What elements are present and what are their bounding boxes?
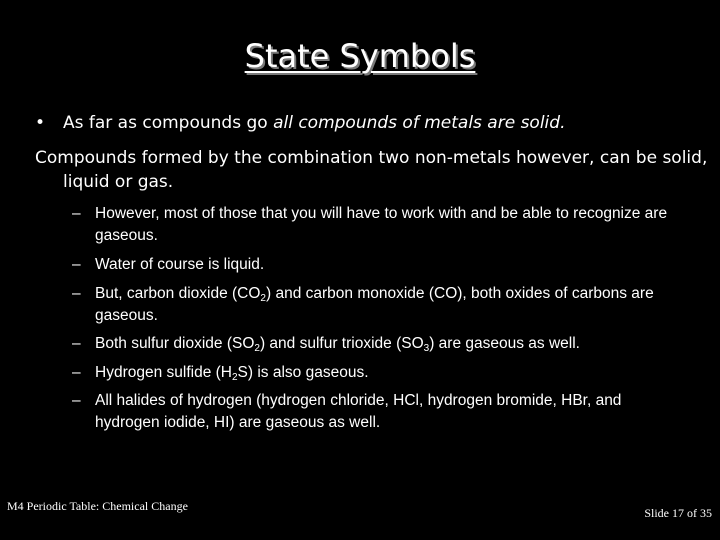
- sub-item-water: [72, 254, 682, 276]
- sub-item-text: [95, 283, 682, 327]
- sub-item-carbon-oxides: [72, 283, 682, 327]
- bullet-text-italic: all compounds of metals are solid.: [273, 113, 566, 133]
- sub-item-hydrogen-sulfide: [72, 362, 682, 384]
- sub-item-text: All halides of hydrogen (hydrogen chloride, HCl, hydrogen bromide, HBr, and hydrogen iodide, HI) are gaseous as well.: [95, 392, 622, 431]
- footer-course-title: M4 Periodic Table: Chemical Change: [7, 499, 188, 513]
- bullet-text: As far as compounds go: [63, 113, 274, 133]
- subscript: 2: [260, 293, 266, 304]
- footer-slide-number: Slide 17 of 35: [644, 506, 712, 520]
- dash-marker: –: [72, 256, 81, 273]
- dash-marker: –: [72, 392, 81, 409]
- sub-item-gaseous: [72, 203, 682, 247]
- text-part: Both sulfur dioxide (SO: [95, 335, 255, 352]
- dash-marker: –: [72, 364, 81, 381]
- text-part: ) are gaseous as well.: [429, 335, 580, 352]
- sub-item-text: [95, 362, 682, 384]
- sub-item-sulfur-oxides: [72, 333, 682, 355]
- subscript: 3: [423, 343, 430, 354]
- bullet-item-metals: [35, 111, 695, 135]
- paragraph-non-metals: Compounds formed by the combination two non-metals however, can be solid, liquid or gas.: [35, 148, 708, 192]
- text-part: S) is also gaseous.: [237, 364, 369, 381]
- text-part: Hydrogen sulfide (H: [95, 364, 232, 381]
- slide-title: State Symbols: [244, 37, 476, 75]
- sub-item-text: [95, 333, 682, 355]
- text-part: ) and carbon monoxide (CO), both oxides of carbons are gaseous.: [95, 285, 654, 324]
- text-part: But, carbon dioxide (CO: [95, 285, 261, 302]
- bullet-marker: •: [35, 113, 46, 133]
- sub-item-text: However, most of those that you will have to work with and be able to recognize are gaseous.: [95, 205, 668, 244]
- sub-item-text: Water of course is liquid.: [95, 256, 265, 273]
- subscript: 2: [254, 343, 260, 354]
- dash-marker: –: [72, 335, 81, 352]
- subscript: 2: [231, 372, 238, 383]
- dash-marker: –: [72, 205, 81, 222]
- text-part: ) and sulfur trioxide (SO: [259, 335, 424, 352]
- dash-marker: –: [72, 285, 81, 302]
- sub-item-halides: [72, 390, 682, 434]
